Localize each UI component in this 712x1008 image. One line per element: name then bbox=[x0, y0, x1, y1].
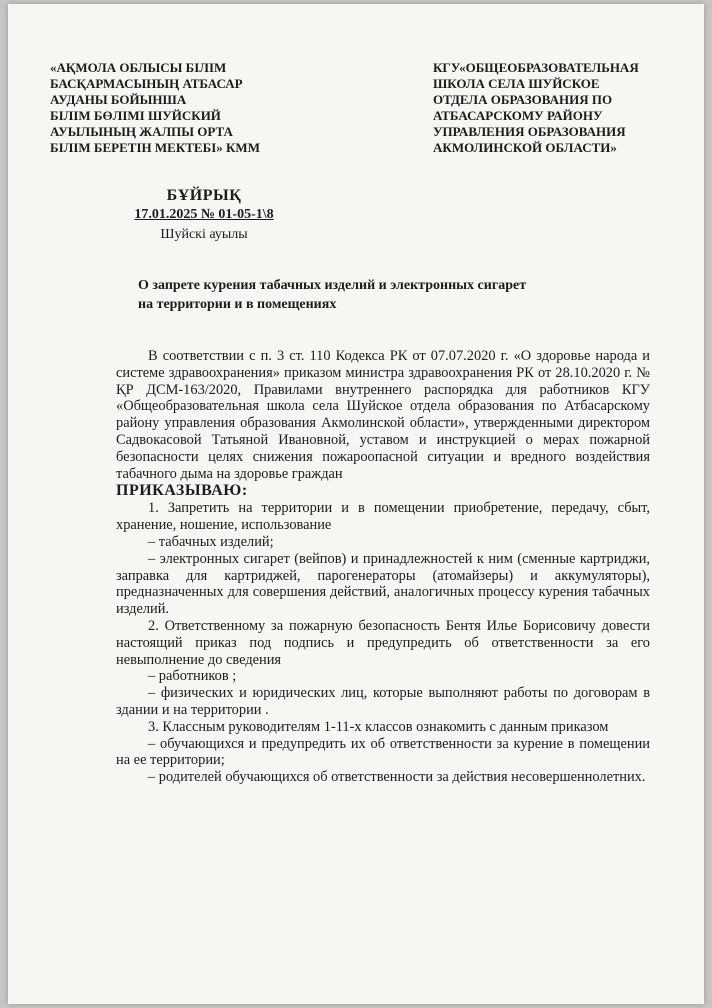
header-right-line: УПРАВЛЕНИЯ ОБРАЗОВАНИЯ bbox=[433, 124, 626, 139]
header-russian bbox=[433, 60, 673, 156]
header-left-line: АУЫЛЫНЫҢ ЖАЛПЫ ОРТА bbox=[50, 124, 233, 139]
header-right-line: АТБАСАРСКОМУ РАЙОНУ bbox=[433, 108, 603, 123]
header-left-line: БІЛІМ БЕРЕТІН МЕКТЕБІ» КММ bbox=[50, 140, 260, 155]
order-subitem: – обучающихся и предупредить их об ответственности за курение в помещении на ее территории; bbox=[116, 735, 650, 769]
order-block bbox=[94, 186, 314, 244]
intro-paragraph: В соответствии с п. 3 ст. 110 Кодекса РК от 07.07.2020 г. «О здоровье народа и системе здравоохранения» приказом министра здравоохранения РК от 28.10.2020 г. № ҚР ДСМ-163/2020, Правилами внутреннего распорядка для работников КГУ «Общеобразовательная школа села Шуйское отдела образования по Атбасарскому району управления образования Акмолинской области», утвержденными директором Садвокасовой Татьяной Ивановной, уставом и инструкцией о мерах пожарной безопасности целях снижения пожароопасной ситуации и вредного воздействия табачного дыма на здоровье граждан bbox=[116, 348, 650, 482]
order-place: Шуйскі ауылы bbox=[160, 227, 248, 242]
header-left-line: БАСҚАРМАСЫНЫҢ АТБАСАР bbox=[50, 76, 243, 91]
order-number: 17.01.2025 № 01-05-1\8 bbox=[134, 207, 274, 222]
order-title: БҰЙРЫҚ bbox=[166, 187, 242, 204]
header-right-line: ШКОЛА СЕЛА ШУЙСКОЕ bbox=[433, 76, 600, 91]
subject-line: О запрете курения табачных изделий и электронных сигарет bbox=[138, 278, 527, 293]
header-right-line: АКМОЛИНСКОЙ ОБЛАСТИ» bbox=[433, 140, 617, 155]
order-item: 3. Классным руководителям 1-11-х классов ознакомить с данным приказом bbox=[148, 718, 609, 735]
header-kazakh bbox=[50, 60, 320, 156]
order-subitem: – табачных изделий; bbox=[148, 533, 274, 550]
header-left-line: БІЛІМ БӨЛІМІ ШУЙСКИЙ bbox=[50, 108, 221, 123]
subject-line: на территории и в помещениях bbox=[138, 297, 337, 312]
header-left-line: АУДАНЫ БОЙЫНША bbox=[50, 92, 187, 107]
order-subitem: – электронных сигарет (вейпов) и принадлежностей к ним (сменные картриджи, заправка для картриджей, парогенераторы (атомайзеры) и аккумуляторы), предназначенных для совершения действий, аналогичных процессу курения табачных изделий. bbox=[116, 550, 650, 618]
order-subitem: – родителей обучающихся об ответственности за действия несовершеннолетних. bbox=[148, 769, 646, 786]
document-page bbox=[8, 4, 704, 1004]
header-right-line: КГУ«ОБЩЕОБРАЗОВАТЕЛЬНАЯ bbox=[433, 60, 639, 75]
order-item: 2. Ответственному за пожарную безопасность Бентя Илье Борисовичу довести настоящий приказ под подпись и предупредить об ответственности за его невыполнение до сведения bbox=[116, 617, 650, 668]
header-left-line: «АҚМОЛА ОБЛЫСЫ БІЛІМ bbox=[50, 60, 227, 75]
order-item: 1. Запретить на территории и в помещении приобретение, передачу, сбыт, хранение, ношение, использование bbox=[116, 500, 650, 534]
order-subject bbox=[138, 276, 618, 314]
header-right-line: ОТДЕЛА ОБРАЗОВАНИЯ ПО bbox=[433, 92, 613, 107]
order-subitem: – физических и юридических лиц, которые выполняют работы по договорам в здании и на территории . bbox=[116, 685, 650, 718]
order-body bbox=[116, 348, 650, 786]
order-subitem: – работников ; bbox=[148, 668, 237, 685]
command-heading: ПРИКАЗЫВАЮ: bbox=[116, 482, 248, 500]
